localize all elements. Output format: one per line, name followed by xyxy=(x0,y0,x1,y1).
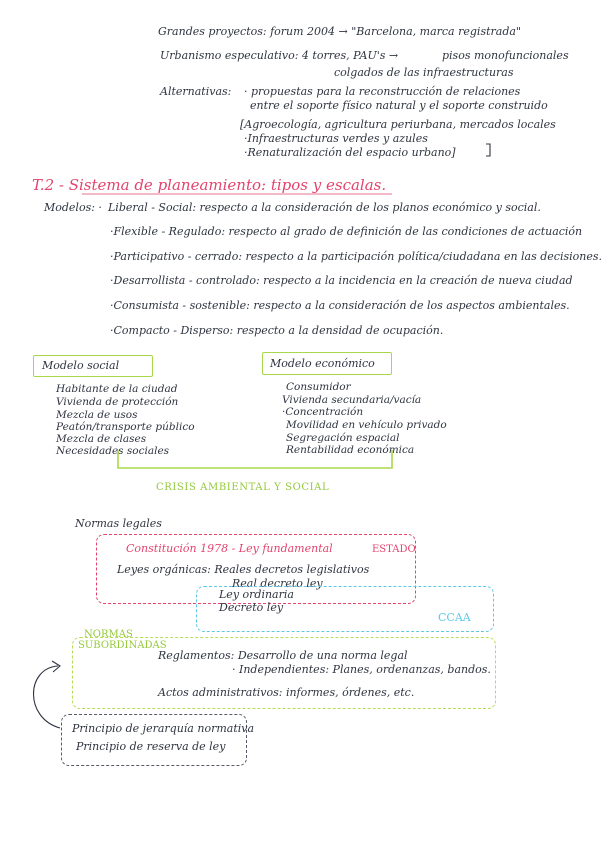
alternativas-bracket xyxy=(486,144,490,156)
urbanismo-line-end: pisos monofuncionales xyxy=(442,49,569,62)
alternativas-line-4: ·Infraestructuras verdes y azules xyxy=(244,132,428,145)
alternativas-line-5: ·Renaturalización del espacio urbano] xyxy=(244,146,456,159)
ley-ordinaria: Ley ordinaria xyxy=(219,588,294,601)
model-item: ·Flexible - Regulado: respecto al grado de definición de las condiciones de actuación xyxy=(110,225,583,238)
actos-administrativos: Actos administrativos: informes, órdenes, etc. xyxy=(158,686,415,699)
urbanismo-line-2: colgados de las infraestructuras xyxy=(334,66,514,79)
ccaa-label: CCAA xyxy=(438,611,471,624)
subordinadas-label-1: NORMAS xyxy=(84,629,133,640)
alternativas-line-2: entre el soporte físico natural y el soporte construido xyxy=(250,99,548,112)
subordinadas-label-2: SUBORDINADAS xyxy=(78,640,167,651)
economico-item: Vivienda secundaria/vacía xyxy=(282,394,422,406)
economico-item: Segregación espacial xyxy=(286,432,400,444)
social-item: Peatón/transporte público xyxy=(56,421,195,433)
urbanismo-line: Urbanismo especulativo: 4 torres, PAU's → xyxy=(160,49,399,62)
leyes-organicas: Leyes orgánicas: Reales decretos legislativos xyxy=(117,563,370,576)
alternativas-label: Alternativas: xyxy=(160,85,232,98)
social-item: Mezcla de usos xyxy=(56,409,138,421)
alternativas-line-1: · propuestas para la reconstrucción de relaciones xyxy=(244,85,521,98)
economico-item: Movilidad en vehículo privado xyxy=(286,419,447,431)
model-item: ·Consumista - sostenible: respecto a la consideración de los aspectos ambientales. xyxy=(110,299,570,312)
model-item: ·Participativo - cerrado: respecto a la participación política/ciudadana en las decisiones. xyxy=(110,250,603,263)
section-title: T.2 - Sistema de planeamiento: tipos y escalas. xyxy=(32,176,387,194)
principio-reserva: Principio de reserva de ley xyxy=(76,740,226,753)
reglamentos: Reglamentos: Desarrollo de una norma legal xyxy=(158,649,408,662)
social-item: Vivienda de protección xyxy=(56,396,179,408)
modelo-social-title: Modelo social xyxy=(42,359,120,372)
decreto-ley: Decreto ley xyxy=(219,601,284,614)
model-item: ·Desarrollista - controlado: respecto a la incidencia en la creación de nueva ciudad xyxy=(110,274,573,287)
model-item: Liberal - Social: respecto a la consideración de los planos económico y social. xyxy=(108,201,541,214)
social-item: Habitante de la ciudad xyxy=(56,383,178,395)
estado-label: ESTADO xyxy=(372,544,416,555)
principio-jerarquia: Principio de jerarquía normativa xyxy=(72,722,255,735)
arrow-curve xyxy=(34,666,61,728)
modelos-label: Modelos: · xyxy=(44,201,102,214)
independientes: · Independientes: Planes, ordenanzas, bandos. xyxy=(232,663,491,676)
alternativas-line-3: [Agroecología, agricultura periurbana, mercados locales xyxy=(240,118,556,131)
crisis-label: CRISIS AMBIENTAL Y SOCIAL xyxy=(156,482,330,493)
modelo-economico-title: Modelo económico xyxy=(270,357,375,370)
estado-heading: Constitución 1978 - Ley fundamental xyxy=(126,542,333,555)
model-item: ·Compacto - Disperso: respecto a la densidad de ocupación. xyxy=(110,324,444,337)
economico-item: ·Concentración xyxy=(282,406,364,418)
real-decreto: Real decreto ley xyxy=(232,577,323,590)
economico-item: Rentabilidad económica xyxy=(286,444,415,456)
arrow-head-icon xyxy=(52,661,60,672)
normas-title: Normas legales xyxy=(75,517,162,530)
economico-item: Consumidor xyxy=(286,381,351,393)
grandes-proyectos-line: Grandes proyectos: forum 2004 → "Barcelona, marca registrada" xyxy=(158,25,521,38)
social-item: Mezcla de clases xyxy=(56,433,147,445)
social-item: Necesidades sociales xyxy=(56,445,170,457)
